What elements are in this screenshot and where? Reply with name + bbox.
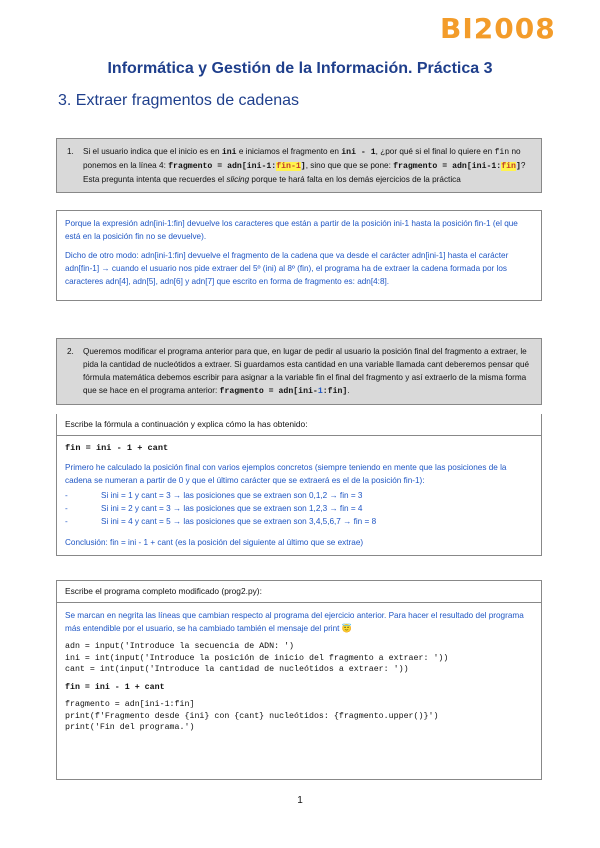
formula-box <box>56 414 542 556</box>
program-note: Se marcan en negrita las líneas que cambian respecto al programa del ejercicio anterior. Para hacer el resultado del programa más entendible por el usuario, se ha cambiado también el mensaje del print 😇 <box>65 611 524 633</box>
code-block-3: fragmento = adn[ini-1:fin] print(f'Fragmento desde {ini} con {cant} nucleótidos: {fragmento.upper()}') print('Fin del programa.') <box>65 700 439 732</box>
document-title: Informática y Gestión de la Información. Práctica 3 <box>107 60 493 77</box>
logo <box>440 10 570 48</box>
list-item: - Si ini = 4 y cant = 5 → las posiciones que se extraen son 3,4,5,6,7 → fin = 8 <box>65 517 377 526</box>
program-label: Escribe el programa completo modificado (prog2.py): <box>57 580 541 603</box>
answer-1-box <box>56 210 542 301</box>
page-number: 1 <box>297 795 303 806</box>
list-item: - Si ini = 1 y cant = 3 → las posiciones que se extraen son 0,1,2 → fin = 3 <box>65 491 363 500</box>
logo-text: BI2008 <box>440 12 556 45</box>
formula: fin = ini - 1 + cant <box>65 443 169 453</box>
question-1: 1. Si el usuario indica que el inicio es en ini e iniciamos el fragmento en ini - 1, ¿por qué si el final lo quiere en fin no ponemos en la línea 4: fragmento = adn[ini-1:fin-1], sino que que se pone: fragmento = adn[ini-1:fin]? Esta pregunta intenta que recuerdes el slicing porque te hará falta en los demás ejercicios de la práctica <box>57 139 541 192</box>
program-box <box>56 580 542 780</box>
formula-label: Escribe la fórmula a continuación y explica cómo la has obtenido: <box>57 414 541 436</box>
question-1-box <box>56 138 542 193</box>
formula-intro: Primero he calculado la posición final con varios ejemplos concretos (siempre teniendo en mente que las posiciones de la cadena se numeran a partir de 0 y que el último carácter que se extraerá es el de la posición fin-1): <box>65 463 507 485</box>
answer-1-paragraph-2: Dicho de otro modo: adn[ini-1:fin] devuelve el fragmento de la cadena que va desde el carácter adn[ini-1] hasta el carácter adn[fin-1] → cuando el usuario nos pide extraer del 5º (ini) al 8º (fin), el programa ha de extraer la cadena formada por los caracteres adn[4], adn[5], adn[6] y adn[7] que escrito en forma de fragmento es: adn[4:8]. <box>65 251 509 286</box>
answer-1 <box>57 211 541 300</box>
answer-1-paragraph-1: Porque la expresión adn[ini-1:fin] devuelve los caracteres que están a partir de la posición ini-1 hasta la posición fin-1 (el que está en la posición fin no se devuelve). <box>65 219 518 241</box>
question-number: 1. <box>67 147 74 156</box>
list-item: - Si ini = 2 y cant = 3 → las posiciones que se extraen son 1,2,3 → fin = 4 <box>65 504 363 513</box>
formula-answer <box>57 436 541 555</box>
code-block-1: adn = input('Introduce la secuencia de ADN: ') ini = int(input('Introduce la posición de inicio del fragmento a extraer: ')) cant = int(input('Introduce la cantidad de nucleótidos a extraer: ')) <box>65 642 449 674</box>
question-number: 2. <box>67 347 74 356</box>
question-2-box <box>56 338 542 405</box>
program-answer <box>57 603 541 746</box>
conclusion: Conclusión: fin = ini - 1 + cant (es la posición del siguiente al último que se extrae) <box>65 538 364 547</box>
section-title: 3. Extraer fragmentos de cadenas <box>58 92 300 109</box>
question-2: 2. Queremos modificar el programa anterior para que, en lugar de pedir al usuario la posición final del fragmento a extraer, le pida la cantidad de nucleótidos a extraer. Si guardamos esta cantidad en una variable llamada cant deberemos pensar qué fórmula matemática debemos escribir para asignar a la variable fin el final del fragmento y así extraerlo de la misma forma que se hace en el programa anterior: fragmento = adn[ini-1:fin]. <box>57 339 541 404</box>
code-block-2: fin = ini - 1 + cant <box>65 682 165 692</box>
